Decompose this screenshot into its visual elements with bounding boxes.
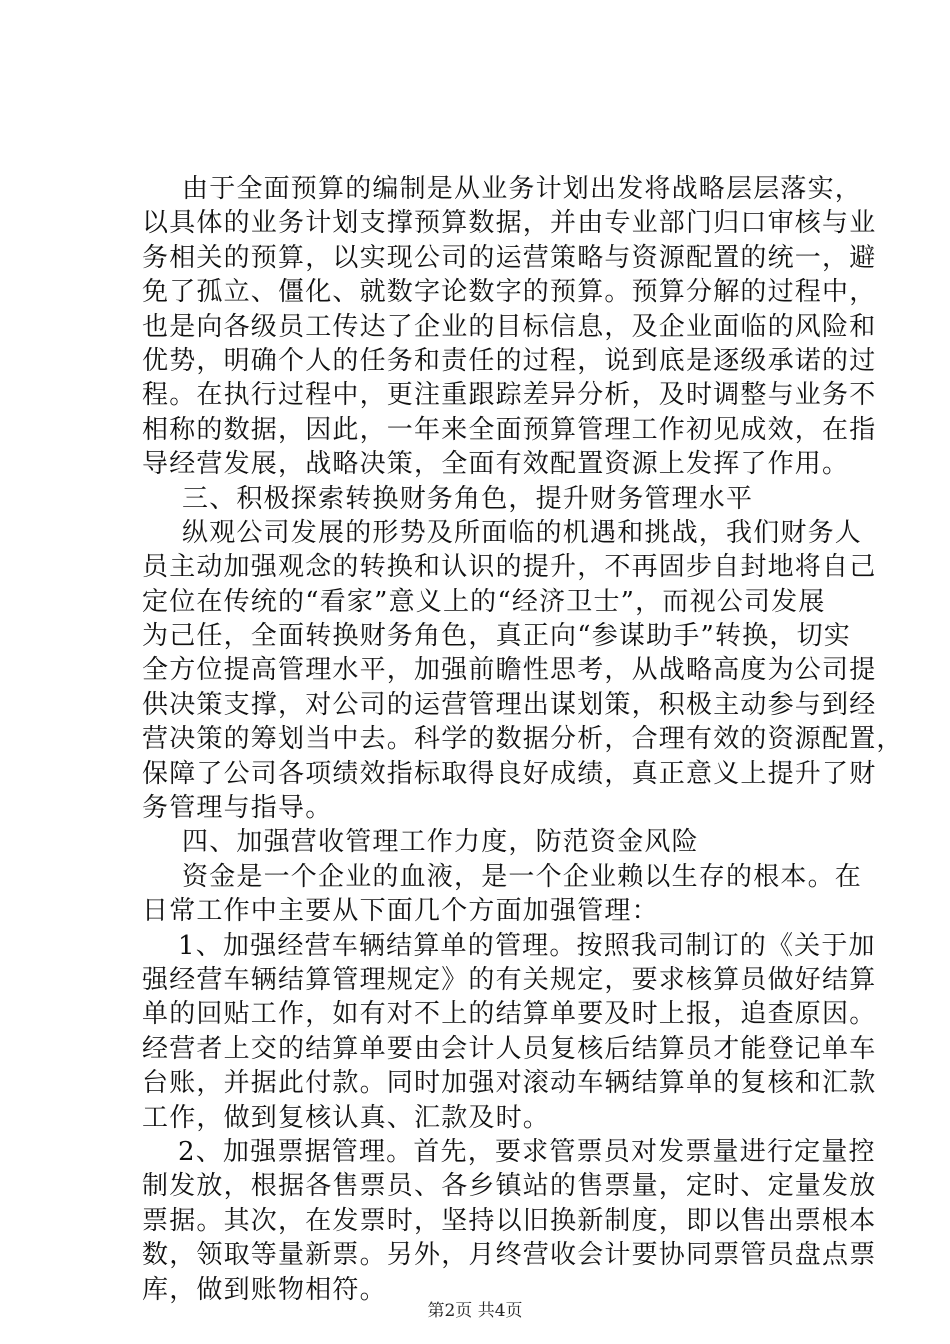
paragraph-line: 票据。其次，在发票时，坚持以旧换新制度，即以售出票根本 [142, 1205, 877, 1236]
section-heading: 四、加强营收管理工作力度，防范资金风险 [182, 827, 699, 858]
paragraph-line: 免了孤立、僵化、就数字论数字的预算。预算分解的过程中， [142, 277, 877, 308]
section-heading: 三、积极探索转换财务角色，提升财务管理水平 [182, 483, 754, 514]
paragraph-line: 务管理与指导。 [142, 793, 333, 824]
paragraph-line: 营决策的筹划当中去。科学的数据分析，合理有效的资源配置， [142, 724, 904, 755]
paragraph-line: 单的回贴工作，如有对不上的结算单要及时上报，追查原因。 [142, 999, 877, 1030]
paragraph-line: 资金是一个企业的血液，是一个企业赖以生存的根本。在 [182, 861, 863, 892]
page-number-footer: 第2页 共4页 [427, 1301, 523, 1321]
paragraph-line: 定位在传统的“看家”意义上的“经济卫士”，而视公司发展 [142, 586, 826, 617]
paragraph-line: 为己任，全面转换财务角色，真正向“参谋助手”转换，切实 [142, 621, 851, 652]
paragraph-line: 相称的数据，因此，一年来全面预算管理工作初见成效，在指 [142, 414, 877, 445]
paragraph-line: 务相关的预算，以实现公司的运营策略与资源配置的统一，避 [142, 242, 877, 273]
paragraph-line: 强经营车辆结算管理规定》的有关规定，要求核算员做好结算 [142, 964, 877, 995]
paragraph-line: 全方位提高管理水平，加强前瞻性思考，从战略高度为公司提 [142, 655, 877, 686]
paragraph-line: 程。在执行过程中，更注重跟踪差异分析，及时调整与业务不 [142, 380, 877, 411]
list-item-line: 1、加强经营车辆结算单的管理。按照我司制订的《关于加 [178, 930, 876, 961]
paragraph-line: 保障了公司各项绩效指标取得良好成绩，真正意义上提升了财 [142, 758, 877, 789]
paragraph-line: 经营者上交的结算单要由会计人员复核后结算员才能登记单车 [142, 1033, 877, 1064]
paragraph-line: 工作，做到复核认真、汇款及时。 [142, 1102, 551, 1133]
paragraph-line: 纵观公司发展的形势及所面临的机遇和挑战，我们财务人 [182, 517, 863, 548]
paragraph-line: 优势，明确个人的任务和责任的过程，说到底是逐级承诺的过 [142, 345, 877, 376]
body-text [142, 172, 904, 1307]
paragraph-line: 导经营发展，战略决策，全面有效配置资源上发挥了作用。 [142, 449, 850, 480]
paragraph-line: 台账，并据此付款。同时加强对滚动车辆结算单的复核和汇款 [142, 1068, 877, 1099]
paragraph-line: 由于全面预算的编制是从业务计划出发将战略层层落实， [182, 174, 863, 204]
paragraph-line: 制发放，根据各售票员、各乡镇站的售票量，定时、定量发放 [142, 1171, 877, 1202]
paragraph-line: 员主动加强观念的转换和认识的提升，不再固步自封地将自己 [142, 552, 877, 583]
paragraph-line: 也是向各级员工传达了企业的目标信息，及企业面临的风险和 [142, 311, 877, 342]
paragraph-line: 库，做到账物相符。 [142, 1274, 387, 1305]
paragraph-line: 日常工作中主要从下面几个方面加强管理： [142, 896, 659, 927]
list-item-line: 2、加强票据管理。首先，要求管票员对发票量进行定量控 [178, 1136, 876, 1167]
paragraph-line: 数，领取等量新票。另外，月终营收会计要协同票管员盘点票 [142, 1240, 877, 1271]
paragraph-line: 以具体的业务计划支撑预算数据，并由专业部门归口审核与业 [142, 208, 877, 239]
paragraph-line: 供决策支撑，对公司的运营管理出谋划策，积极主动参与到经 [142, 689, 877, 720]
